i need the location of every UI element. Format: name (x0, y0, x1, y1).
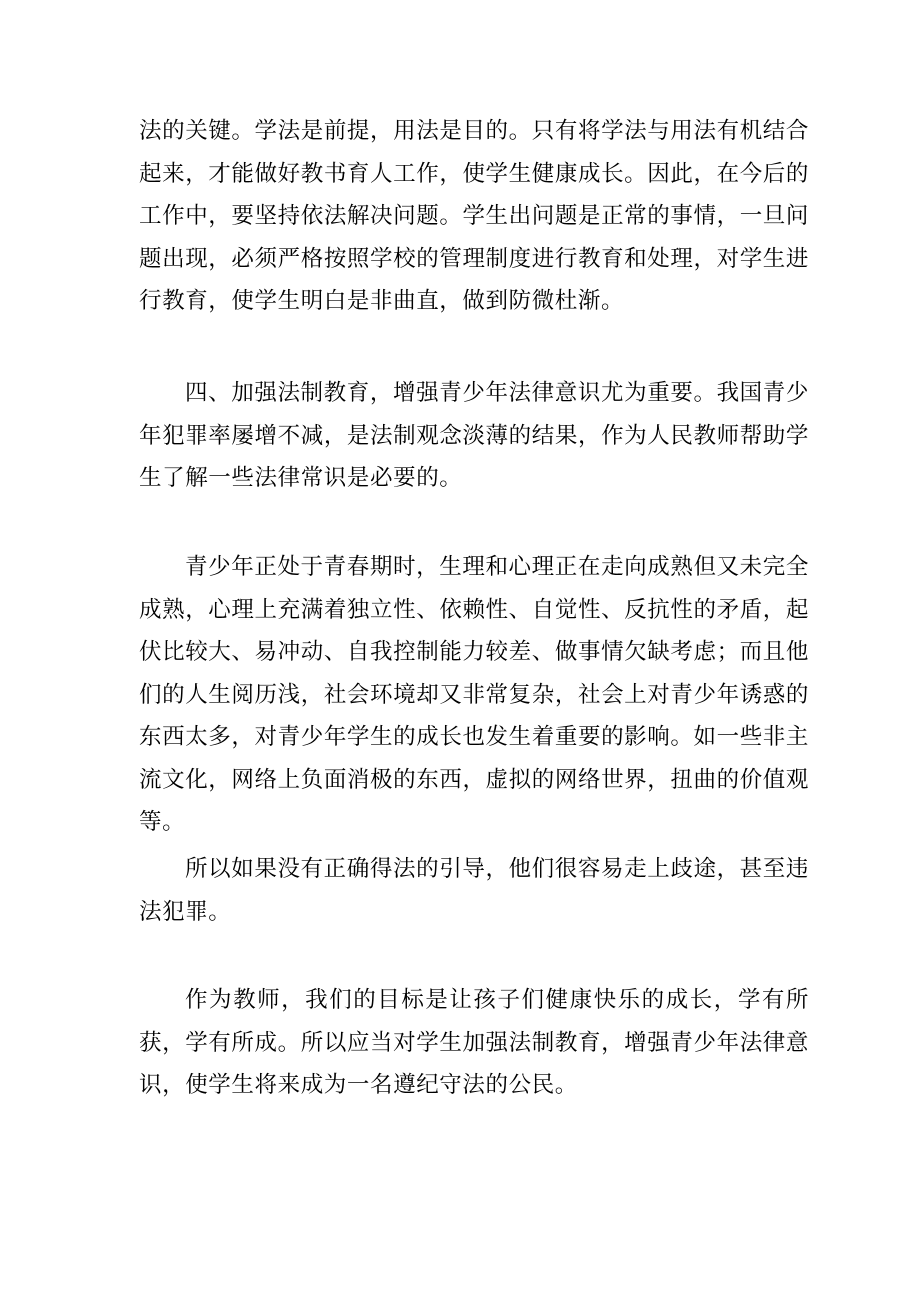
paragraph-teacher-goal: 作为教师，我们的目标是让孩子们健康快乐的成长，学有所获，学有所成。所以应当对学生加强法制教育，增强青少年法律意识，使学生将来成为一名遵纪守法的公民。 (139, 987, 809, 1098)
paragraph-continuation: 法的关键。学法是前提，用法是目的。只有将学法与用法有机结合起来，才能做好教书育人工作，使学生健康成长。因此，在今后的工作中，要坚持依法解决问题。学生出问题是正常的事情，一旦问题出现，必须严格按照学校的管理制度进行教育和处理，对学生进行教育，使学生明白是非曲直，做到防微杜渐。 (139, 118, 809, 314)
paragraph-guidance: 所以如果没有正确得法的引导，他们很容易走上歧途，甚至违法犯罪。 (139, 856, 809, 925)
paragraph-section-four: 四、加强法制教育，增强青少年法律意识尤为重要。我国青少年犯罪率屡增不减，是法制观念淡薄的结果，作为人民教师帮助学生了解一些法律常识是必要的。 (139, 380, 809, 491)
paragraph-adolescence: 青少年正处于青春期时，生理和心理正在走向成熟但又未完全成熟，心理上充满着独立性、依赖性、自觉性、反抗性的矛盾，起伏比较大、易冲动、自我控制能力较差、做事情欠缺考虑；而且他们的人生阅历浅，社会环境却又非常复杂，社会上对青少年诱惑的东西太多，对青少年学生的成长也发生着重要的影响。如一些非主流文化，网络上负面消极的东西，虚拟的网络世界，扭曲的价值观等。 (139, 554, 809, 835)
